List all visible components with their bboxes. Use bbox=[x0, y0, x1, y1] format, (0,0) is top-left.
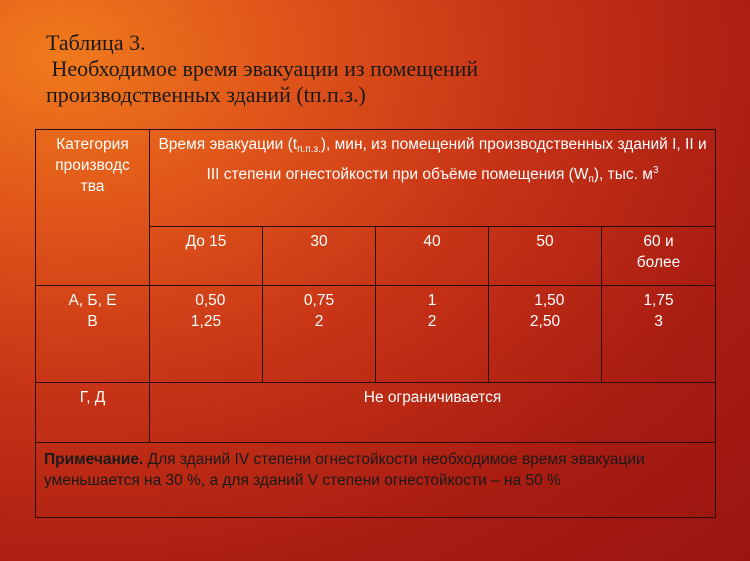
volume-label: До 15 bbox=[185, 233, 227, 250]
value-text: 1,75 bbox=[643, 292, 674, 309]
volume-cell bbox=[602, 227, 716, 286]
category-label: Г, Д bbox=[79, 389, 106, 406]
header-row bbox=[36, 130, 716, 227]
note-label: Примечание. bbox=[44, 451, 144, 468]
unlimited-cell bbox=[150, 383, 716, 443]
volume-cell bbox=[263, 227, 376, 286]
value-text: 0,50 bbox=[186, 292, 226, 309]
category-cell bbox=[36, 383, 150, 443]
title-line-1: Таблица 3. bbox=[46, 30, 146, 55]
table-row bbox=[36, 383, 716, 443]
note-row bbox=[36, 443, 716, 518]
value-cell bbox=[376, 286, 489, 383]
category-header-line: тва bbox=[80, 178, 105, 195]
title-line-2: Необходимое время эвакуации из помещений bbox=[46, 56, 479, 81]
value-text: 2 bbox=[314, 313, 324, 330]
volume-cell bbox=[376, 227, 489, 286]
volume-label: 50 bbox=[536, 233, 554, 250]
unlimited-text: Не ограничивается bbox=[363, 389, 502, 406]
volume-label: более bbox=[636, 254, 681, 271]
category-header-line: производс bbox=[55, 157, 130, 174]
volume-label: 60 и bbox=[643, 233, 674, 250]
category-header-line: Категория bbox=[56, 136, 129, 153]
unit-superscript: 3 bbox=[652, 165, 659, 176]
value-cell bbox=[602, 286, 716, 383]
note-text: Для зданий IV степени огнестойкости необходимое время эвакуации уменьшается на 30 %, а для зданий V степени огнестойкости – на 50 % bbox=[44, 451, 645, 489]
category-cell bbox=[36, 286, 150, 383]
time-subscript: п.п.з. bbox=[297, 144, 321, 155]
value-text: 3 bbox=[654, 313, 663, 330]
value-text: 0,75 bbox=[303, 292, 335, 309]
volume-cell bbox=[150, 227, 263, 286]
value-text: 2 bbox=[427, 313, 437, 330]
category-label: А, Б, Е bbox=[68, 292, 117, 309]
evacuation-time-table bbox=[35, 129, 716, 518]
note-cell bbox=[36, 443, 716, 518]
time-header-text: Время эвакуации (t bbox=[158, 136, 298, 153]
value-text: 2,50 bbox=[529, 313, 561, 330]
time-header-text: ), тыс. м bbox=[593, 166, 653, 183]
category-header-cell bbox=[36, 130, 150, 286]
time-header-text: ), мин, из помещений производственных зданий I, II и III степени огнестойкости при объёме помещения (W bbox=[206, 136, 707, 183]
category-label: В bbox=[87, 313, 98, 330]
value-cell bbox=[263, 286, 376, 383]
value-cell bbox=[489, 286, 602, 383]
value-text: 1,50 bbox=[525, 292, 565, 309]
volume-cell bbox=[489, 227, 602, 286]
title-line-3: производственных зданий (tп.п.з.) bbox=[46, 82, 366, 107]
volume-label: 40 bbox=[423, 233, 441, 250]
value-cell bbox=[150, 286, 263, 383]
time-header-cell bbox=[150, 130, 716, 227]
value-text: 1,25 bbox=[190, 313, 222, 330]
table-row bbox=[36, 286, 716, 383]
volume-label: 30 bbox=[310, 233, 328, 250]
value-text: 1 bbox=[427, 292, 437, 309]
slide-title bbox=[46, 30, 706, 108]
volume-subscript: п bbox=[588, 174, 594, 185]
